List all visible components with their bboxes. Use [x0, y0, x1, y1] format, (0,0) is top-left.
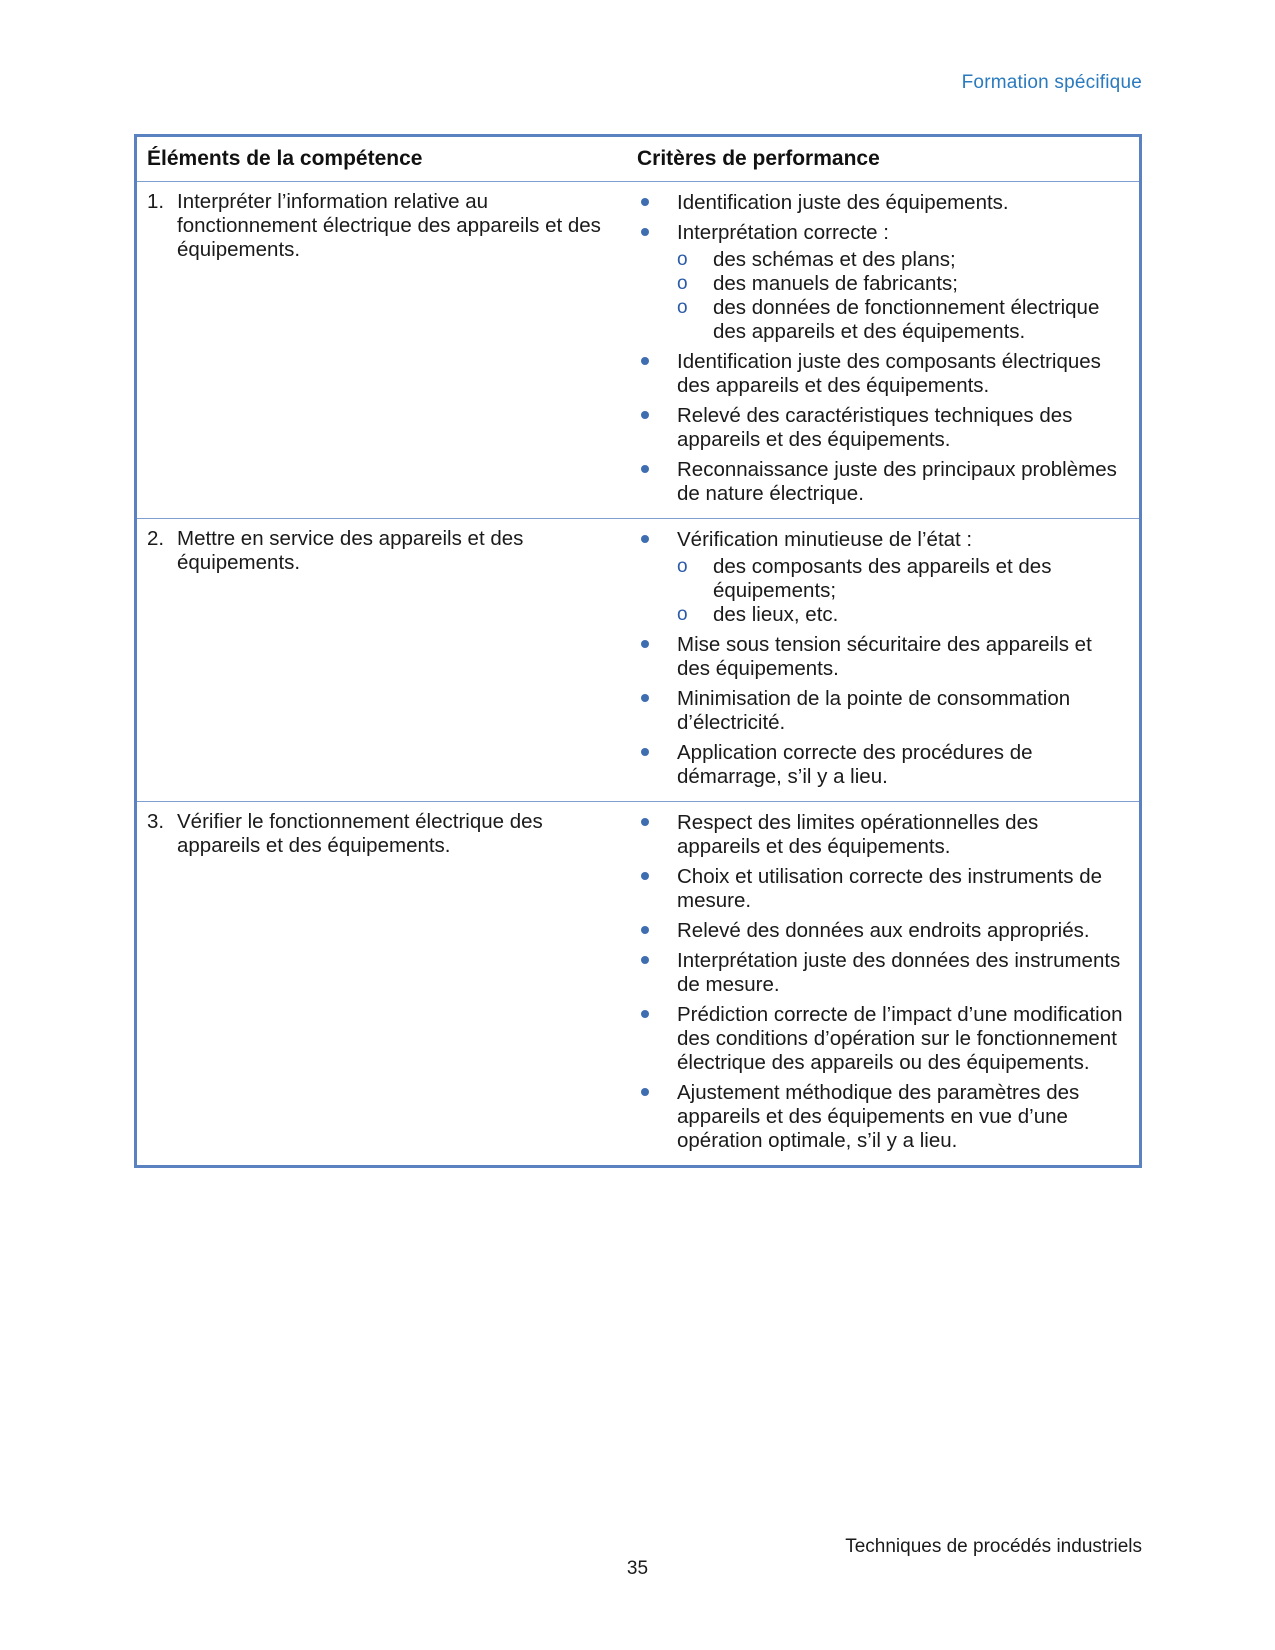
criteria-item [637, 919, 1139, 943]
bullet-dot-icon [641, 411, 649, 419]
bullet-dot-icon [641, 535, 649, 543]
element-number: 2. [147, 527, 165, 550]
criteria-text: Reconnaissance juste des principaux problèmes de nature électrique. [677, 458, 1117, 505]
criteria-cell [637, 182, 1139, 518]
element-cell [137, 519, 637, 801]
bullet-dot-icon [641, 694, 649, 702]
criteria-text: Minimisation de la pointe de consommation d’électricité. [677, 687, 1071, 734]
criteria-text: Vérification minutieuse de l’état : [677, 528, 973, 551]
criteria-item [637, 949, 1139, 997]
criteria-text: Respect des limites opérationnelles des appareils et des équipements. [677, 811, 1039, 858]
criteria-cell [637, 802, 1139, 1165]
bullet-dot-icon [641, 357, 649, 365]
criteria-item [637, 350, 1139, 398]
criteria-item [637, 811, 1139, 859]
criteria-item [637, 1081, 1139, 1153]
circle-o-icon: o [677, 604, 688, 625]
bullet-dot-icon [641, 1010, 649, 1018]
bullet-dot-icon [641, 926, 649, 934]
column-header-criteria: Critères de performance [637, 147, 880, 170]
table-header-row [137, 137, 1139, 181]
criteria-item [637, 865, 1139, 913]
section-label: Formation spécifique [961, 72, 1142, 93]
sub-criteria-text: des données de fonctionnement électrique des appareils et des équipements. [713, 296, 1100, 343]
criteria-item [637, 687, 1139, 735]
sub-criteria-text: des composants des appareils et des équipements; [713, 555, 1052, 602]
bullet-dot-icon [641, 465, 649, 473]
sub-criteria-item [677, 248, 1125, 272]
sub-criteria-item [677, 272, 1125, 296]
criteria-text: Interprétation correcte : [677, 221, 889, 244]
criteria-item [637, 191, 1139, 215]
element-text: Mettre en service des appareils et des équipements. [177, 527, 524, 574]
sub-criteria-list [677, 555, 1125, 627]
criteria-text: Prédiction correcte de l’impact d’une modification des conditions d’opération sur le fonctionnement électrique des appareils ou des équipements. [677, 1003, 1123, 1074]
criteria-item [637, 528, 1139, 627]
bullet-dot-icon [641, 818, 649, 826]
element-cell [137, 802, 637, 1165]
sub-criteria-item [677, 603, 1125, 627]
header-cell-criteria [637, 147, 1139, 171]
criteria-list [637, 528, 1139, 789]
criteria-item [637, 221, 1139, 344]
sub-criteria-item [677, 296, 1125, 344]
circle-o-icon: o [677, 273, 688, 294]
criteria-list [637, 191, 1139, 506]
sub-criteria-text: des lieux, etc. [713, 603, 839, 626]
sub-criteria-text: des manuels de fabricants; [713, 272, 958, 295]
criteria-text: Relevé des données aux endroits appropriés. [677, 919, 1090, 942]
criteria-list [637, 811, 1139, 1153]
criteria-item [637, 741, 1139, 789]
competency-element [147, 810, 637, 858]
bullet-dot-icon [641, 872, 649, 880]
element-text: Interpréter l’information relative au fonctionnement électrique des appareils et des équipements. [177, 190, 601, 261]
table-row [137, 518, 1139, 801]
competency-table [134, 134, 1142, 1168]
criteria-item [637, 633, 1139, 681]
criteria-cell [637, 519, 1139, 801]
criteria-text: Ajustement méthodique des paramètres des appareils et des équipements en vue d’une opération optimale, s’il y a lieu. [677, 1081, 1080, 1152]
column-header-elements: Éléments de la compétence [147, 147, 423, 170]
element-number: 3. [147, 810, 165, 833]
page-number: 35 [626, 1558, 649, 1579]
sub-criteria-text: des schémas et des plans; [713, 248, 956, 271]
criteria-text: Mise sous tension sécuritaire des appareils et des équipements. [677, 633, 1092, 680]
criteria-text: Application correcte des procédures de démarrage, s’il y a lieu. [677, 741, 1033, 788]
criteria-text: Relevé des caractéristiques techniques des appareils et des équipements. [677, 404, 1073, 451]
competency-element [147, 190, 637, 262]
element-text: Vérifier le fonctionnement électrique des appareils et des équipements. [177, 810, 543, 857]
criteria-item [637, 458, 1139, 506]
criteria-text: Choix et utilisation correcte des instruments de mesure. [677, 865, 1103, 912]
header-cell-elements [137, 147, 637, 171]
table-row [137, 801, 1139, 1165]
bullet-dot-icon [641, 640, 649, 648]
bullet-dot-icon [641, 956, 649, 964]
sub-criteria-item [677, 555, 1125, 603]
circle-o-icon: o [677, 556, 688, 577]
bullet-dot-icon [641, 228, 649, 236]
table-body [137, 181, 1139, 1165]
competency-element [147, 527, 637, 575]
table-row [137, 181, 1139, 518]
bullet-dot-icon [641, 748, 649, 756]
circle-o-icon: o [677, 249, 688, 270]
element-number: 1. [147, 190, 165, 213]
criteria-text: Interprétation juste des données des instruments de mesure. [677, 949, 1121, 996]
circle-o-icon: o [677, 297, 688, 318]
sub-criteria-list [677, 248, 1125, 344]
bullet-dot-icon [641, 198, 649, 206]
element-cell [137, 182, 637, 518]
criteria-text: Identification juste des équipements. [677, 191, 1009, 214]
criteria-text: Identification juste des composants électriques des appareils et des équipements. [677, 350, 1101, 397]
criteria-item [637, 1003, 1139, 1075]
bullet-dot-icon [641, 1088, 649, 1096]
criteria-item [637, 404, 1139, 452]
program-title: Techniques de procédés industriels [845, 1536, 1142, 1557]
